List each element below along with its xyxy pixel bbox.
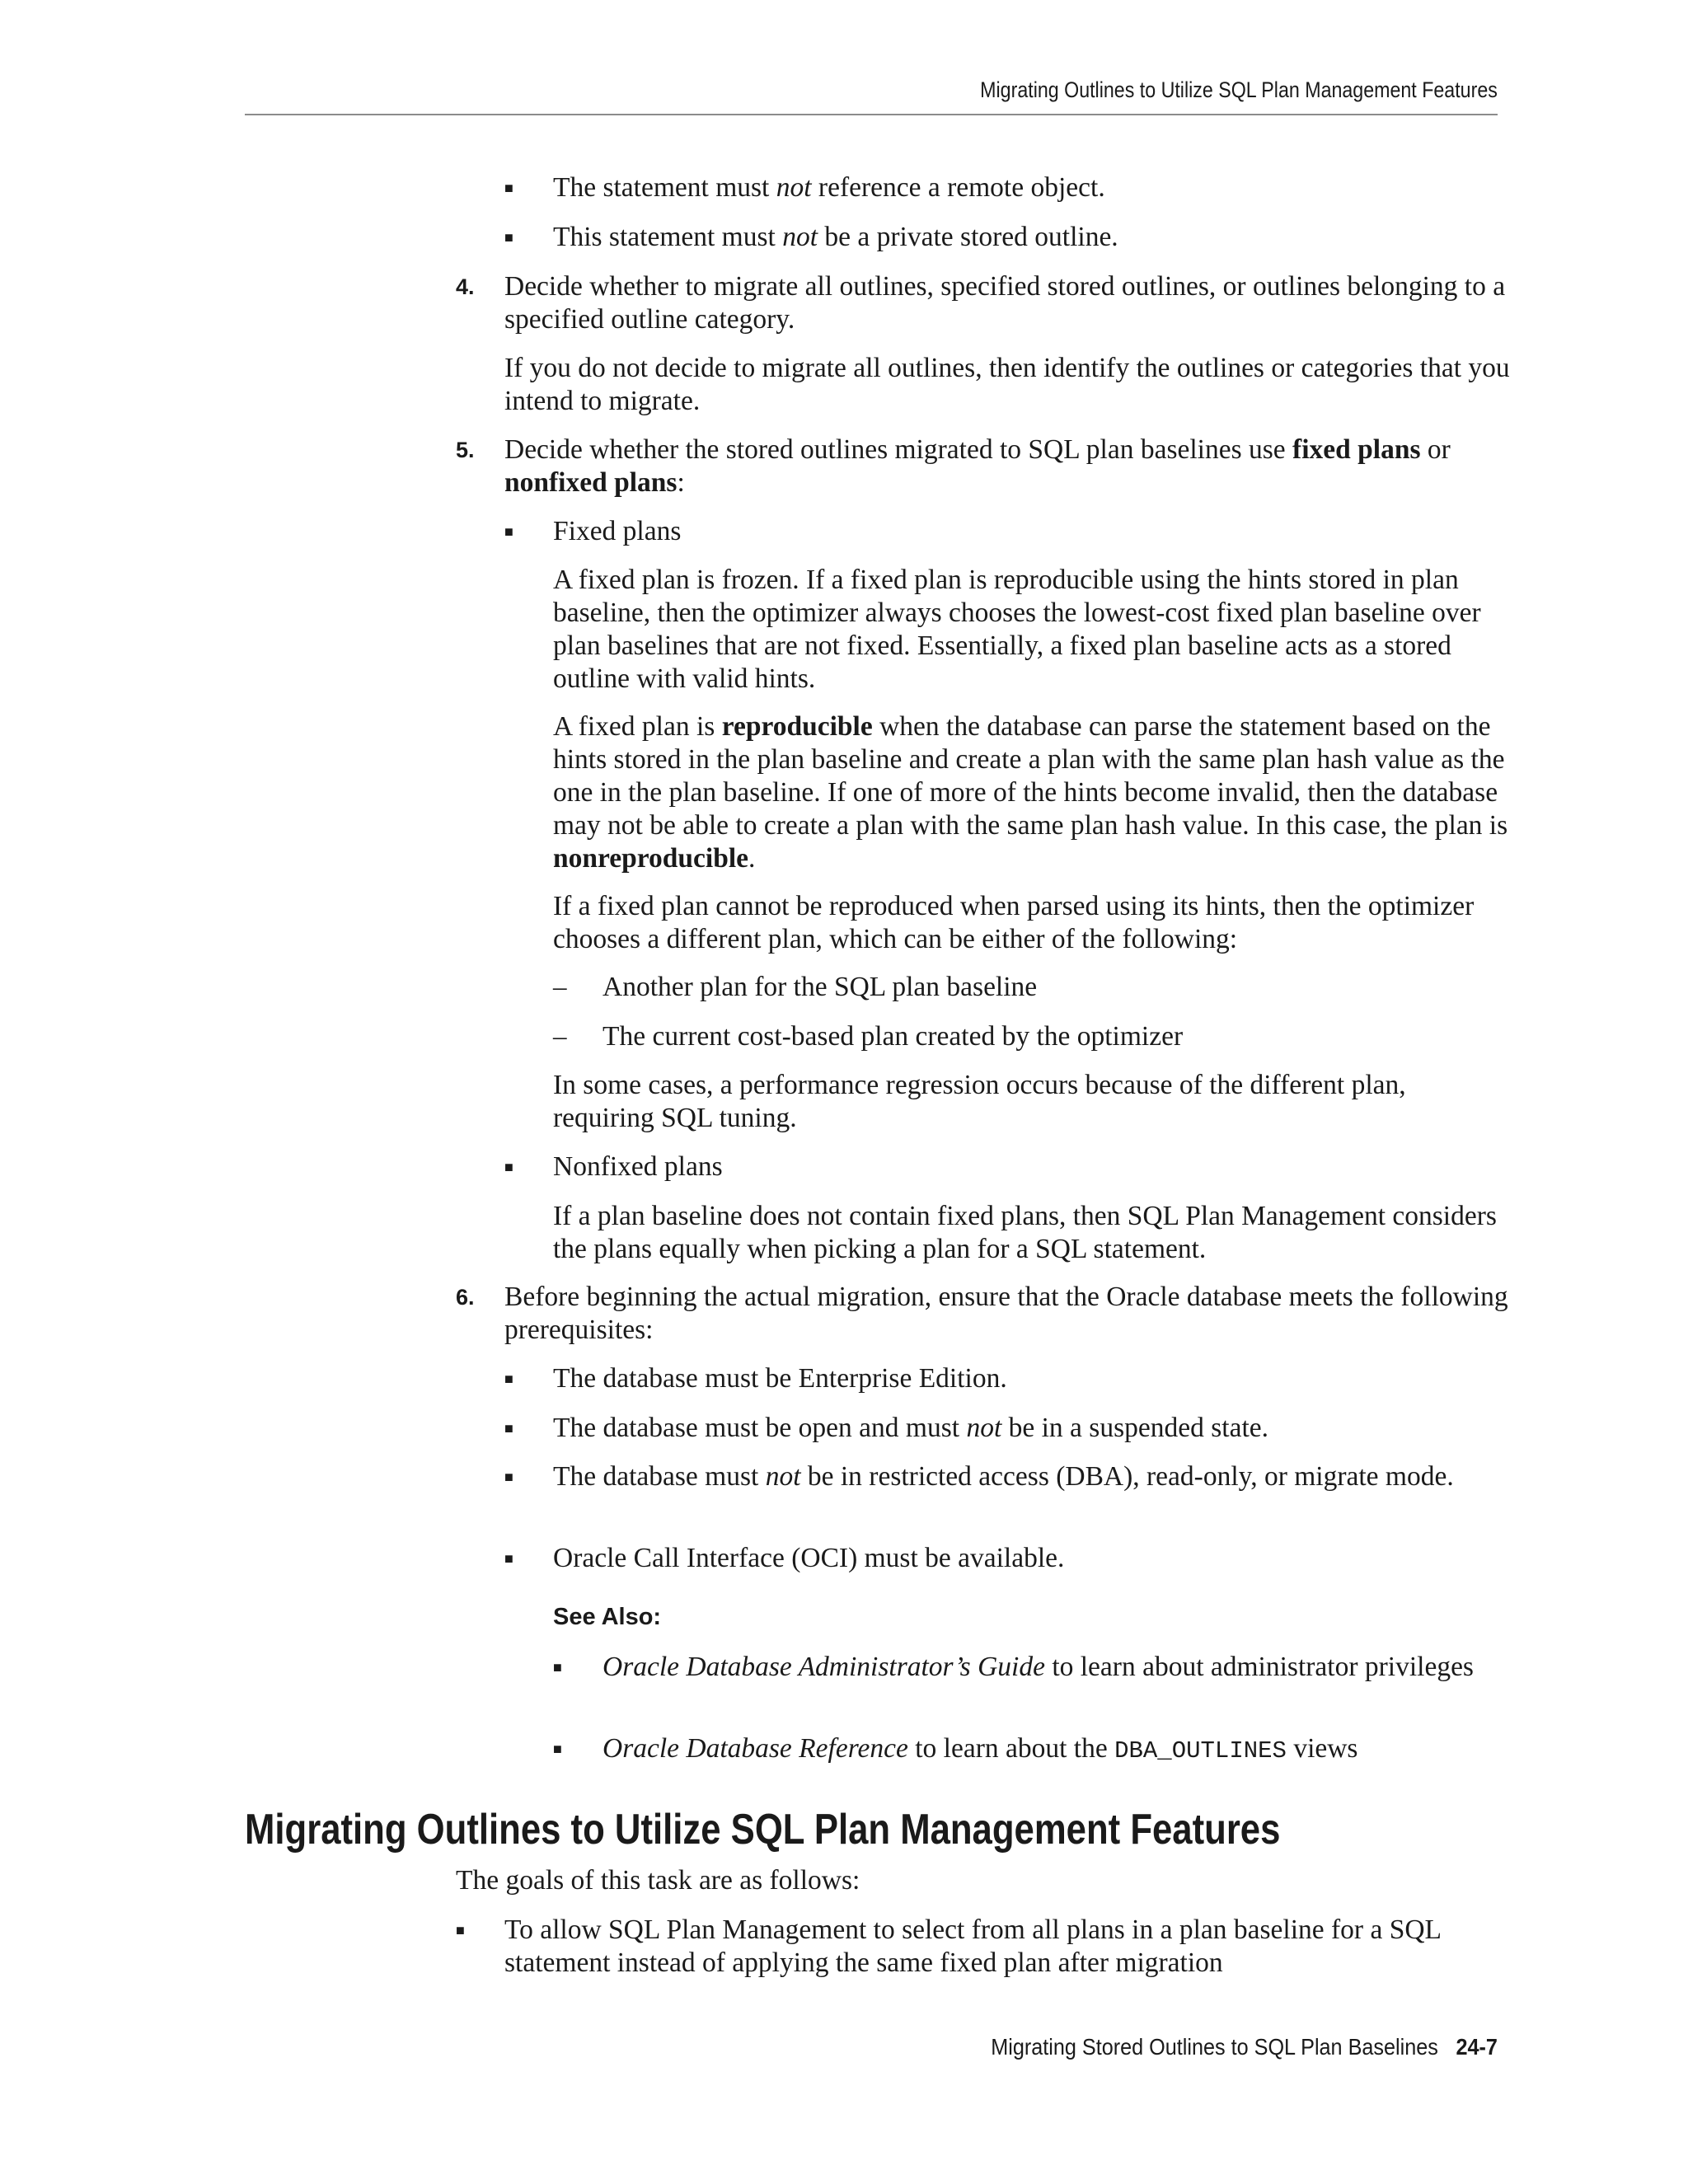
bullet-icon: ■ xyxy=(553,1659,562,1675)
list-item: The database must be Enterprise Edition. xyxy=(553,1363,1007,1394)
dash-icon: – xyxy=(553,1022,567,1052)
list-item: Another plan for the SQL plan baseline xyxy=(603,972,1038,1002)
bullet-icon: ■ xyxy=(553,1741,562,1757)
step-number: 6. xyxy=(456,1285,475,1310)
paragraph: If a plan baseline does not contain fixed plans, then SQL Plan Management considers the plans equally when picking a plan for a SQL statement. xyxy=(553,1201,1497,1264)
bullet-icon: ■ xyxy=(456,1922,465,1938)
dash-icon: – xyxy=(553,972,567,1002)
see-also-item: Oracle Database Administrator’s Guide to learn about administrator privileges xyxy=(603,1652,1474,1682)
paragraph: A fixed plan is reproducible when the database can parse the statement based on the hints stored in the plan baseline and create a plan with the same plan hash value as the one in the plan baseline. If one of more of the hints become invalid, then the database may not be able to create a plan with the same plan hash value. In this case, the plan is nonreproducible. xyxy=(553,711,1508,874)
step-text: Before beginning the actual migration, ensure that the Oracle database meets the following prerequisites: xyxy=(504,1282,1508,1345)
bullet-icon: ■ xyxy=(504,1371,513,1387)
list-item: The current cost-based plan created by the optimizer xyxy=(603,1021,1184,1052)
page-footer xyxy=(991,2034,1498,2060)
step-number: 4. xyxy=(456,274,475,299)
see-also-title: See Also: xyxy=(553,1604,662,1630)
paragraph: In some cases, a performance regression occurs because of the different plan, requiring SQL tuning. xyxy=(553,1070,1406,1133)
section-heading: Migrating Outlines to Utilize SQL Plan Management Features xyxy=(245,1806,1281,1854)
bullet-icon: ■ xyxy=(504,1420,513,1436)
bullet-icon: ■ xyxy=(504,180,513,196)
list-item: This statement must not be a private stored outline. xyxy=(553,222,1118,252)
bullet-icon: ■ xyxy=(504,229,513,246)
bullet-icon: ■ xyxy=(504,1469,513,1485)
paragraph: If a fixed plan cannot be reproduced when parsed using its hints, then the optimizer chooses a different plan, which can be either of the following: xyxy=(553,891,1475,954)
list-item: The database must be open and must not be in a suspended state. xyxy=(553,1413,1268,1443)
paragraph: The goals of this task are as follows: xyxy=(456,1865,860,1896)
running-header xyxy=(245,73,1498,115)
page-number: 24-7 xyxy=(1456,2034,1498,2060)
step-text: Decide whether the stored outlines migrated to SQL plan baselines use fixed plans or nonfixed plans: xyxy=(504,434,1451,498)
header-title: Migrating Outlines to Utilize SQL Plan Management Features xyxy=(980,77,1498,102)
list-item: To allow SQL Plan Management to select from all plans in a plan baseline for a SQL statement instead of applying the same fixed plan after migration xyxy=(504,1915,1441,1978)
list-item: The database must not be in restricted access (DBA), read-only, or migrate mode. xyxy=(553,1461,1454,1492)
step-text: Decide whether to migrate all outlines, specified stored outlines, or outlines belonging to a specified outline category. xyxy=(504,271,1506,335)
bullet-icon: ■ xyxy=(504,1159,513,1175)
bullet-icon: ■ xyxy=(504,1550,513,1567)
paragraph: A fixed plan is frozen. If a fixed plan is reproducible using the hints stored in plan baseline, then the optimizer always chooses the lowest-cost fixed plan baseline over plan baselines that are not fixed. Essentially, a fixed plan baseline acts as a stored outline with valid hints. xyxy=(553,565,1481,694)
list-item: The statement must not reference a remote object. xyxy=(553,172,1105,203)
see-also-item: Oracle Database Reference to learn about the DBA_OUTLINES views xyxy=(603,1733,1358,1765)
footer-title: Migrating Stored Outlines to SQL Plan Baselines xyxy=(991,2034,1438,2060)
paragraph: If you do not decide to migrate all outlines, then identify the outlines or categories that you intend to migrate. xyxy=(504,353,1510,416)
list-item-title: Fixed plans xyxy=(553,516,682,546)
list-item-title: Nonfixed plans xyxy=(553,1151,723,1182)
bullet-icon: ■ xyxy=(504,523,513,540)
list-item: Oracle Call Interface (OCI) must be available. xyxy=(553,1543,1065,1573)
step-number: 5. xyxy=(456,438,475,462)
